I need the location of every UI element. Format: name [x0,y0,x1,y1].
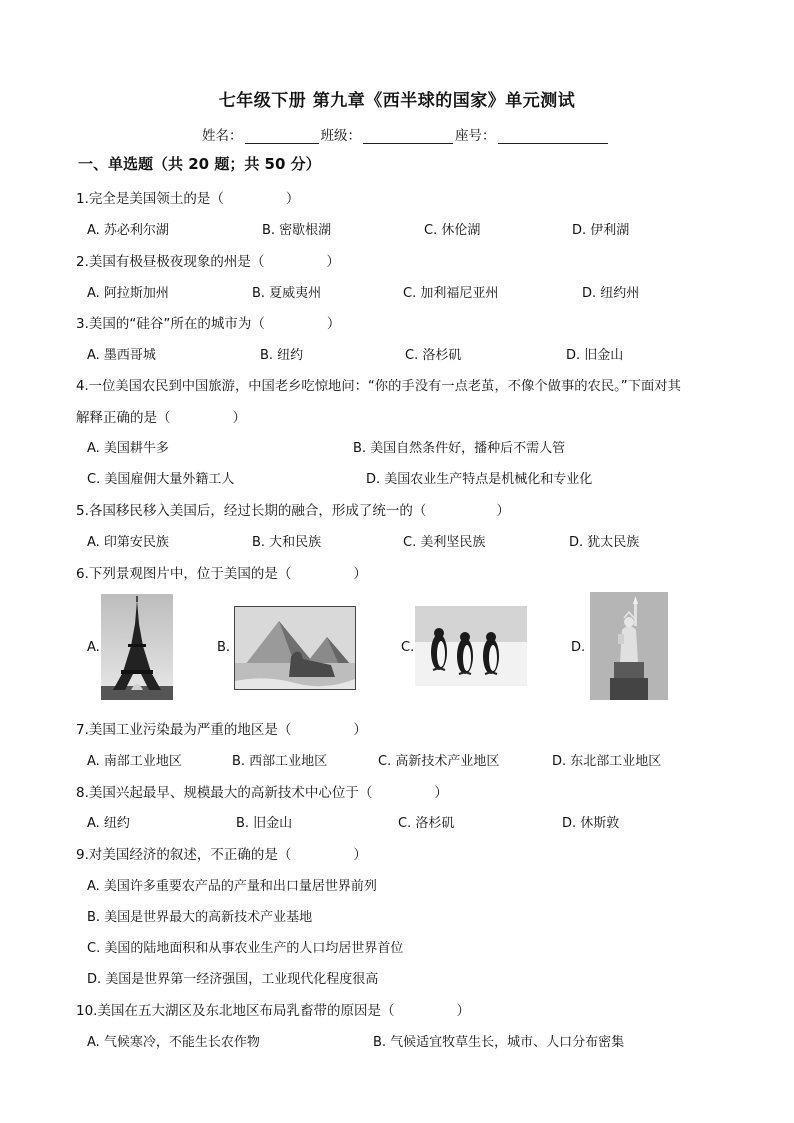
question-paren: ） [326,316,341,332]
q6-option-b[interactable]: B. [217,640,231,655]
q10-option-a[interactable]: A. 气候寒冷，不能生长农作物 [87,1035,260,1050]
question-7 [76,718,367,738]
question-1 [76,187,299,207]
q7-option-d[interactable]: D. 东北部工业地区 [552,754,662,769]
seat-blank[interactable] [498,129,608,144]
q2-option-c[interactable]: C. 加利福尼亚州 [403,286,499,301]
q3-option-d[interactable]: D. 旧金山 [566,348,624,363]
section-heading: 一、单选题（共 20 题；共 50 分） [78,155,321,173]
question-stem: 3.美国的“硅谷”所在的城市为（ [76,316,265,332]
q4-option-d[interactable]: D. 美国农业生产特点是机械化和专业化 [366,472,593,487]
question-paren: ） [326,254,340,270]
q9-option-a[interactable]: A. 美国许多重要农产品的产量和出口量居世界前列 [87,879,377,894]
name-blank[interactable] [245,129,319,144]
question-paren: ） [434,785,448,801]
question-paren: ） [353,847,367,863]
q3-option-a[interactable]: A. 墨西哥城 [87,348,156,363]
question-4-line2 [76,406,246,426]
statue-of-liberty-image[interactable] [590,592,668,700]
q6-option-d[interactable]: D. [571,640,586,655]
q7-option-c[interactable]: C. 高新技术产业地区 [378,754,500,769]
q1-option-c[interactable]: C. 休伦湖 [424,223,481,238]
q3-option-c[interactable]: C. 洛杉矶 [405,348,462,363]
question-paren: ） [496,503,510,519]
question-3 [76,312,340,332]
q8-option-b[interactable]: B. 旧金山 [236,816,293,831]
question-2 [76,250,340,270]
question-stem: 4.一位美国农民到中国旅游，中国老乡吃惊地问：“你的手没有一点老茧，不像个做事的农民。”下面对其 [76,379,681,394]
q8-option-d[interactable]: D. 休斯敦 [562,816,620,831]
question-stem: 1.完全是美国领土的是（ [76,191,224,207]
q6-option-c[interactable]: C. [401,640,415,655]
q6-option-a[interactable]: A. [87,640,100,655]
question-9 [76,843,367,863]
q3-option-b[interactable]: B. 纽约 [260,348,304,363]
q2-option-d[interactable]: D. 纽约州 [582,286,640,301]
q1-option-d[interactable]: D. 伊利湖 [572,223,630,238]
question-6 [76,562,367,582]
class-label: 班级： [320,128,361,144]
q9-option-b[interactable]: B. 美国是世界最大的高新技术产业基地 [87,910,313,925]
question-paren: ） [285,191,300,207]
question-stem: 9.对美国经济的叙述，不正确的是（ [76,847,292,863]
question-paren: ） [353,566,367,582]
q1-option-a[interactable]: A. 苏必利尔湖 [87,223,169,238]
q10-option-b[interactable]: B. 气候适宜牧草生长，城市、人口分布密集 [373,1035,625,1050]
question-stem: 7.美国工业污染最为严重的地区是（ [76,722,292,738]
q4-option-c[interactable]: C. 美国雇佣大量外籍工人 [87,472,235,487]
q5-option-c[interactable]: C. 美利坚民族 [403,535,486,550]
penguins-image[interactable] [415,606,527,686]
q2-option-b[interactable]: B. 夏威夷州 [252,286,322,301]
class-blank[interactable] [363,129,453,144]
q8-option-a[interactable]: A. 纽约 [87,816,130,831]
q1-option-b[interactable]: B. 密歇根湖 [262,223,332,238]
question-paren: ） [232,410,246,426]
question-stem: 解释正确的是（ [76,410,171,426]
eiffel-tower-image[interactable] [101,594,173,700]
question-stem: 2.美国有极昼极夜现象的州是（ [76,254,265,270]
seat-label: 座号： [455,128,496,144]
page-title: 七年级下册 第九章《西半球的国家》单元测试 [218,91,576,111]
question-stem: 5.各国移民移入美国后，经过长期的融合，形成了统一的（ [76,503,427,519]
name-label: 姓名： [202,128,243,144]
q4-option-a[interactable]: A. 美国耕牛多 [87,441,169,456]
q5-option-d[interactable]: D. 犹太民族 [569,535,640,550]
q2-option-a[interactable]: A. 阿拉斯加州 [87,286,169,301]
pyramid-sphinx-image[interactable] [234,606,356,690]
q4-option-b[interactable]: B. 美国自然条件好，播种后不需人管 [353,441,566,456]
question-4 [76,375,681,394]
question-10 [76,999,470,1019]
question-paren: ） [353,722,367,738]
q5-option-a[interactable]: A. 印第安民族 [87,535,169,550]
q8-option-c[interactable]: C. 洛杉矶 [398,816,455,831]
question-stem: 6.下列景观图片中，位于美国的是（ [76,566,292,582]
q5-option-b[interactable]: B. 大和民族 [252,535,322,550]
question-5 [76,499,510,519]
question-stem: 8.美国兴起最早、规模最大的高新技术中心位于（ [76,785,373,801]
student-info-line [202,124,610,144]
q7-option-a[interactable]: A. 南部工业地区 [87,754,182,769]
question-8 [76,781,448,801]
question-paren: ） [456,1003,470,1019]
q9-option-d[interactable]: D. 美国是世界第一经济强国，工业现代化程度很高 [87,972,379,987]
q9-option-c[interactable]: C. 美国的陆地面积和从事农业生产的人口均居世界首位 [87,941,404,956]
q7-option-b[interactable]: B. 西部工业地区 [232,754,328,769]
question-stem: 10.美国在五大湖区及东北地区布局乳畜带的原因是（ [76,1003,395,1019]
